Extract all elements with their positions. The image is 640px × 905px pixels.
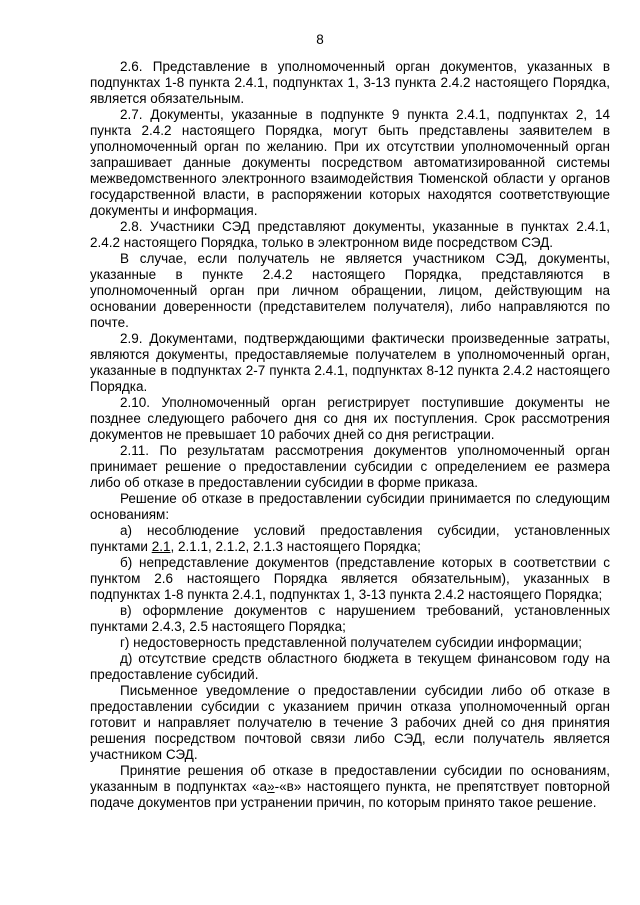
final-text-after: -«в» настоящего пункта, не препятствует повторной подаче документов при устранении причин, по которым принято такое решение.: [90, 779, 610, 810]
item-a-text-before: а) несоблюдение условий предоставления субсидии, установленных пунктами: [90, 523, 610, 554]
paragraph-2-9: 2.9. Документами, подтверждающими фактически произведенные затраты, являются документы, предоставляемые получателем в уполномоченный орган, указанные в подпунктах 2-7 пункта 2.4.1, подпунктах 8-12 пункта 2.4.2 настоящего Порядка.: [90, 331, 610, 394]
paragraph-2-8-continued: В случае, если получатель не является участником СЭД, документы, указанные в пункте 2.4.2 настоящего Порядка, представляются в уполномоченный орган при личном обращении, лицом, действующим на основании доверенности (представителем получателя), либо направляются по почте.: [90, 251, 610, 330]
document-body: [90, 59, 610, 811]
paragraph-2-8: 2.8. Участники СЭД представляют документы, указанные в пунктах 2.4.1, 2.4.2 настоящего Порядка, только в электронном виде посредством СЭД.: [90, 219, 610, 250]
paragraph-item-a: [90, 523, 610, 555]
item-a-text-after: , 2.1.1, 2.1.2, 2.1.3 настоящего Порядка;: [170, 539, 421, 554]
paragraph-2-6: 2.6. Представление в уполномоченный орган документов, указанных в подпунктах 1-8 пункта 2.4.1, подпунктах 1, 3-13 пункта 2.4.2 настоящего Порядка, является обязательным.: [90, 59, 610, 106]
paragraph-item-b: б) непредставление документов (представление которых в соответствии с пунктом 2.6 настоящего Порядка является обязательным), указанных в подпунктах 1-8 пункта 2.4.1, подпунктах 1, 3-13 пункта 2.4.2 настоящего Порядка;: [90, 555, 610, 602]
link-quote[interactable]: »: [267, 779, 275, 794]
paragraph-2-11: 2.11. По результатам рассмотрения документов уполномоченный орган принимает решение о предоставлении субсидии с определением ее размера либо об отказе в предоставлении субсидии в форме приказа.: [90, 443, 610, 490]
paragraph-item-g: г) недостоверность представленной получателем субсидии информации;: [120, 635, 582, 650]
paragraph-2-10: 2.10. Уполномоченный орган регистрирует поступившие документы не позднее следующего рабочего дня со дня их поступления. Срок рассмотрения документов не превышает 10 рабочих дней со дня регистрации.: [90, 395, 610, 442]
page-number: 8: [316, 32, 324, 47]
paragraph-2-7: 2.7. Документы, указанные в подпункте 9 пункта 2.4.1, подпунктах 2, 14 пункта 2.4.2 настоящего Порядка, могут быть представлены заявителем в уполномоченный орган по желанию. При их отсутствии уполномоченный орган запрашивает данные документы посредством автоматизированной системы межведомственного электронного взаимодействия Тюменской области у органов государственной власти, в распоряжении которых находятся соответствующие документы и информация.: [90, 107, 610, 218]
final-text-before: Принятие решения об отказе в предоставлении субсидии по основаниям, указанным в подпунктах «а: [90, 763, 610, 794]
link-2-1[interactable]: 2.1: [151, 539, 171, 554]
paragraph-final: [90, 763, 610, 811]
paragraph-refusal-intro: Решение об отказе в предоставлении субсидии принимается по следующим основаниям:: [90, 491, 610, 522]
paragraph-notice: Письменное уведомление о предоставлении субсидии либо об отказе в предоставлении субсидии с указанием причин отказа уполномоченный орган готовит и направляет получателю в течение 3 рабочих дней со дня принятия решения посредством почтовой связи либо СЭД, если получатель является участником СЭД.: [90, 683, 610, 762]
paragraph-item-v: в) оформление документов с нарушением требований, установленных пунктами 2.4.3, 2.5 настоящего Порядка;: [90, 603, 610, 634]
paragraph-item-d: д) отсутствие средств областного бюджета в текущем финансовом году на предоставление субсидий.: [90, 651, 610, 682]
